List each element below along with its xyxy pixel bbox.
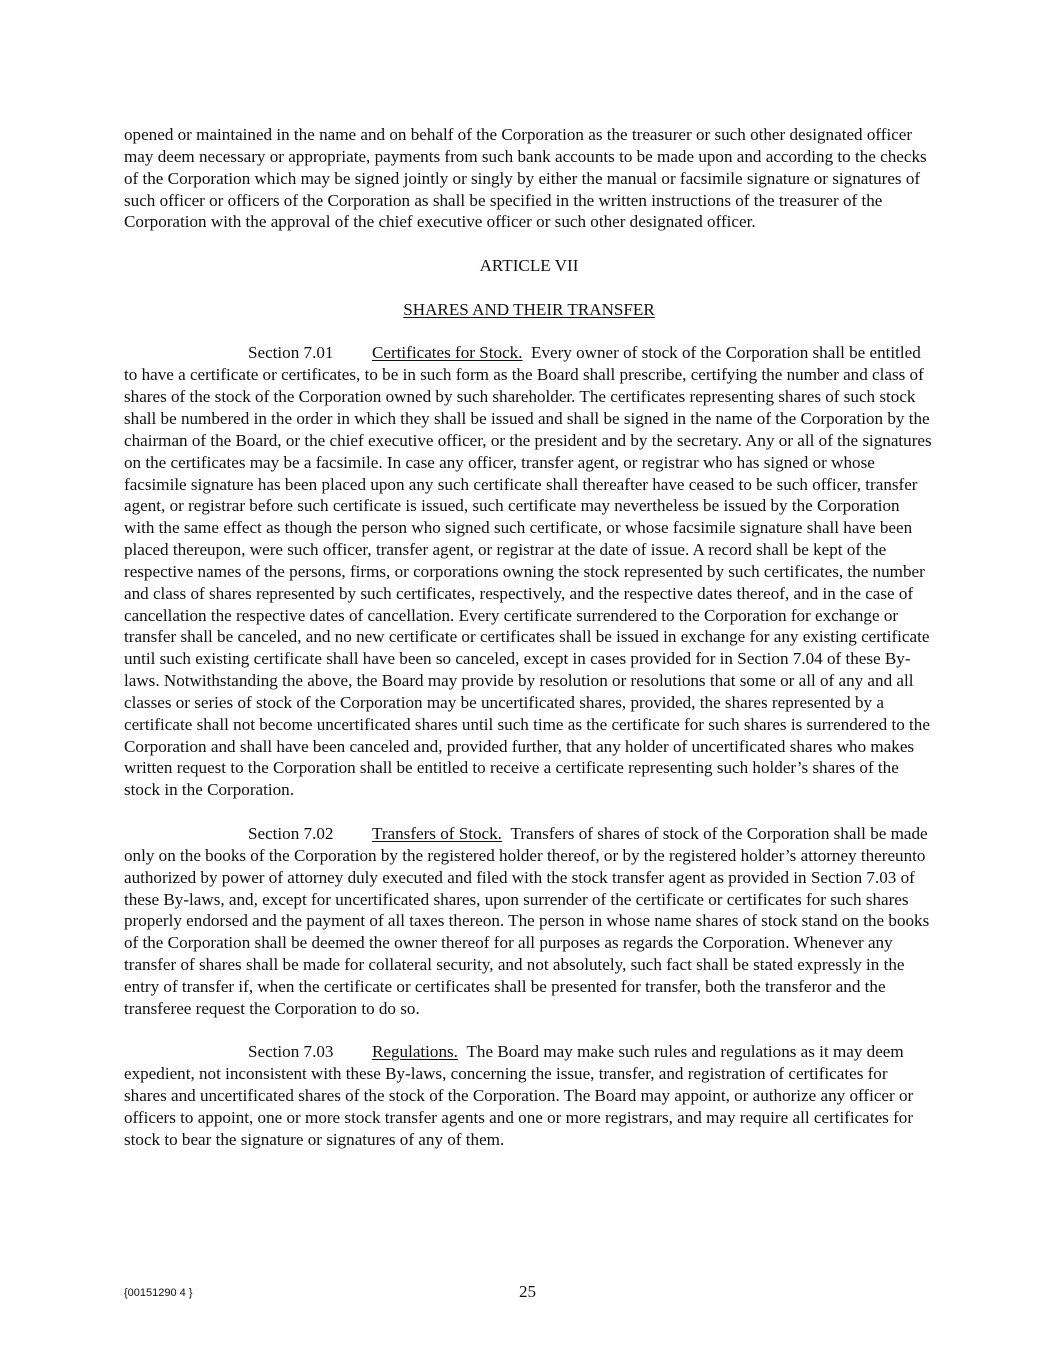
section-body: Transfers of shares of stock of the Corporation shall be made only on the books of the Corporation by the registered holder thereof, or by the registered holder’s attorney thereunto authorized by power of attorney duly executed and filed with the stock transfer agent as provided in Section 7.03 of these By-laws, and, except for uncertificated shares, upon surrender of the certificate or certificates for such shares properly endorsed and the payment of all taxes thereon. The person in whose name shares of stock stand on the books of the Corporation shall be deemed the owner thereof for all purposes as regards the Corporation. Whenever any transfer of shares shall be made for collateral security, and not absolutely, such fact shall be stated expressly in the entry of transfer if, when the certificate or certificates shall be presented for transfer, both the transferor and the transferee request the Corporation to do so. bbox=[124, 824, 930, 1018]
continuation-paragraph: opened or maintained in the name and on behalf of the Corporation as the treasurer or such other designated officer may deem necessary or appropriate, payments from such bank accounts to be made upon and according to the checks of the Corporation which may be signed jointly or singly by either the manual or facsimile signature or signatures of such officer or officers of the Corporation as shall be specified in the written instructions of the treasurer of the Corporation with the approval of the chief executive officer or such other designated officer. bbox=[124, 125, 927, 232]
section-number: Section 7.03 bbox=[248, 1042, 334, 1062]
spacer bbox=[124, 233, 934, 255]
spacer bbox=[124, 321, 934, 343]
spacer bbox=[124, 1020, 934, 1042]
section-7-02 bbox=[124, 823, 934, 1020]
section-number: Section 7.02 bbox=[248, 824, 334, 843]
article-heading: ARTICLE VII bbox=[479, 256, 579, 276]
section-7-03 bbox=[124, 1041, 934, 1150]
article-title bbox=[124, 299, 934, 321]
section-title: Transfers of Stock. bbox=[372, 824, 502, 843]
footer-page-number: 25 bbox=[518, 1282, 537, 1301]
spacer bbox=[124, 277, 934, 299]
footer-document-id: {00151290 4 } bbox=[124, 1287, 193, 1299]
section-body: The Board may make such rules and regulations as it may deem expedient, not inconsistent with these By-laws, concerning the issue, transfer, and registration of certificates for shares and uncertificated shares of the stock of the Corporation. The Board may appoint, or authorize any officer or officers to appoint, one or more stock transfer agents and one or more registrars, and may require all certificates for stock to bear the signature or signatures of any of them. bbox=[124, 1042, 914, 1149]
section-7-01 bbox=[124, 342, 934, 801]
document-page bbox=[124, 124, 934, 1151]
section-title: Regulations. bbox=[372, 1042, 458, 1062]
spacer bbox=[124, 801, 934, 823]
section-body: Every owner of stock of the Corporation shall be entitled to have a certificate or certificates, to be in such form as the Board shall prescribe, certifying the number and class of shares of the stock of the Corporation owned by such shareholder. The certificates representing shares of such stock shall be numbered in the order in which they shall be issued and shall be signed in the name of the Corporation by the chairman of the Board, or the chief executive officer, or the president and by the secretary. Any or all of the signatures on the certificates may be a facsimile. In case any officer, transfer agent, or registrar who has signed or whose facsimile signature has been placed upon any such certificate shall thereafter have ceased to be such officer, transfer agent, or registrar before such certificate is issued, such certificate may nevertheless be issued by the Corporation with the same effect as though the person who signed such certificate, or whose facsimile signature shall have been placed thereupon, were such officer, transfer agent, or registrar at the date of issue. A record shall be kept of the respective names of the persons, firms, or corporations owning the stock represented by such certificates, the number and class of shares represented by such certificates, respectively, and the respective dates thereof, and in the case of cancellation the respective dates of cancellation. Every certificate surrendered to the Corporation for exchange or transfer shall be canceled, and no new certificate or certificates shall be issued in exchange for any existing certificate until such existing certificate shall have been so canceled, except in cases provided for in Section 7.04 of these By-laws. Notwithstanding the above, the Board may provide by resolution or resolutions that some or all of any and all classes or series of stock of the Corporation may be uncertificated shares, provided, the shares represented by a certificate shall not become uncertificated shares until such time as the certificate for such shares is surrendered to the Corporation and shall have been canceled and, provided further, that any holder of uncertificated shares who makes written request to the Corporation shall be entitled to receive a certificate representing such holder’s shares of the stock in the Corporation. bbox=[124, 343, 932, 800]
section-number: Section 7.01 bbox=[248, 343, 334, 363]
article-title-text: SHARES AND THEIR TRANSFER bbox=[403, 299, 655, 319]
section-title: Certificates for Stock. bbox=[372, 343, 523, 363]
